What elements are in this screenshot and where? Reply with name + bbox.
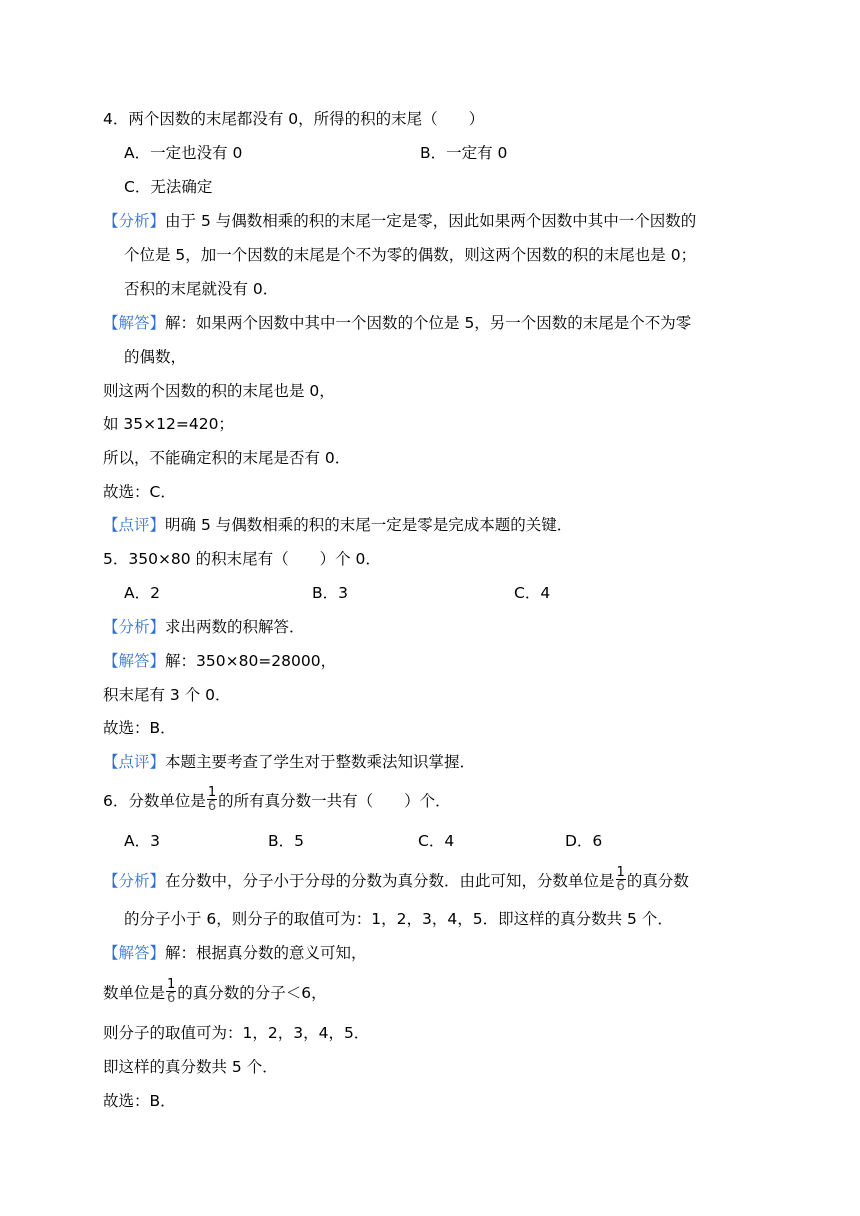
q4-analysis-text-3: 否积的末尾就没有 0． [124,280,279,298]
q6-option-c: C．4 [418,832,455,850]
q6-stem-pre: 6．分数单位是 [103,792,206,810]
q6-answer-line-a [103,977,327,1007]
q5-option-c: C．4 [514,584,551,602]
q4-answer-line-b: 如 35×12=420； [103,415,234,433]
q5-answer-text: 解：350×80=28000， [165,652,337,670]
q5-analysis-text: 求出两数的积解答． [165,618,305,636]
q5-answer [103,650,336,672]
q6-answer [103,942,367,964]
q4-analysis-text-2: 个位是 5，加一个因数的末尾是个不为零的偶数，则这两个因数的积的末尾也是 0； [124,246,697,264]
q4-analysis [103,210,696,232]
comment-tag: 【点评】 [103,516,166,534]
q5-stem: 5．350×80 的积末尾有（ ）个 0． [103,550,381,568]
answer-tag: 【解答】 [103,314,166,332]
q6-option-d: D．6 [565,832,603,850]
fraction-one-sixth [166,978,176,1005]
fraction-numerator: 1 [167,977,176,992]
q6-choice: 故选：B． [103,1092,176,1110]
q6-answer-text: 解：根据真分数的意义可知， [165,944,367,962]
q4-answer-line-c: 所以，不能确定积的末尾是否有 0． [103,449,351,467]
q5-analysis [103,616,305,638]
q4-answer-text-1: 解：如果两个因数中其中一个因数的个位是 5，另一个因数的末尾是个不为零 [165,314,692,332]
q6-option-b: B．5 [268,832,304,850]
fraction-denominator: 6 [167,991,176,1006]
q5-option-a: A．2 [124,584,160,602]
q5-comment-text: 本题主要考查了学生对于整数乘法知识掌握． [165,753,476,771]
q6-answer-line-c: 即这样的真分数共 5 个． [103,1058,278,1076]
q4-comment-text: 明确 5 与偶数相乘的积的末尾一定是零是完成本题的关键． [165,516,573,534]
q6-stem-post: 的所有真分数一共有（ ）个． [218,792,451,810]
q4-option-b: B．一定有 0 [420,144,508,162]
fraction-denominator: 6 [616,879,625,894]
analysis-tag: 【分析】 [103,872,166,890]
q6-option-a: A．3 [124,832,160,850]
fraction-one-sixth [207,786,217,813]
answer-tag: 【解答】 [103,652,166,670]
q4-answer-text-2: 的偶数， [124,348,187,366]
q6-analysis-text-1-post: 的真分数 [626,872,689,890]
q4-analysis-text-1: 由于 5 与偶数相乘的积的末尾一定是零，因此如果两个因数中其中一个因数的 [165,212,697,230]
q4-answer [103,312,691,334]
q5-option-b: B．3 [312,584,348,602]
q6-analysis [103,865,689,895]
comment-tag: 【点评】 [103,753,166,771]
q6-line-a-pre: 数单位是 [103,984,166,1002]
q4-choice: 故选：C． [103,483,176,501]
fraction-one-sixth [616,866,626,893]
q6-answer-line-b: 则分子的取值可为：1，2，3，4，5． [103,1024,370,1042]
q4-option-a: A．一定也没有 0 [124,144,243,162]
q6-line-a-post: 的真分数的分子＜6， [177,984,327,1002]
q5-answer-line-a: 积末尾有 3 个 0． [103,686,231,704]
q6-stem [103,785,451,815]
fraction-numerator: 1 [616,865,625,880]
q6-analysis-text-2: 的分子小于 6，则分子的取值可为：1，2，3，4，5．即这样的真分数共 5 个． [124,910,673,928]
analysis-tag: 【分析】 [103,618,166,636]
q5-choice: 故选：B． [103,719,176,737]
analysis-tag: 【分析】 [103,212,166,230]
q4-option-c: C．无法确定 [124,178,213,196]
answer-tag: 【解答】 [103,944,166,962]
fraction-numerator: 1 [207,785,217,800]
q4-comment [103,514,572,536]
q6-analysis-text-1-pre: 在分数中，分子小于分母的分数为真分数．由此可知，分数单位是 [165,872,615,890]
fraction-denominator: 6 [207,799,217,814]
q4-stem: 4．两个因数的末尾都没有 0，所得的积的末尾（ ） [103,110,485,128]
q4-answer-line-a: 则这两个因数的积的末尾也是 0， [103,382,335,400]
q5-comment [103,751,475,773]
